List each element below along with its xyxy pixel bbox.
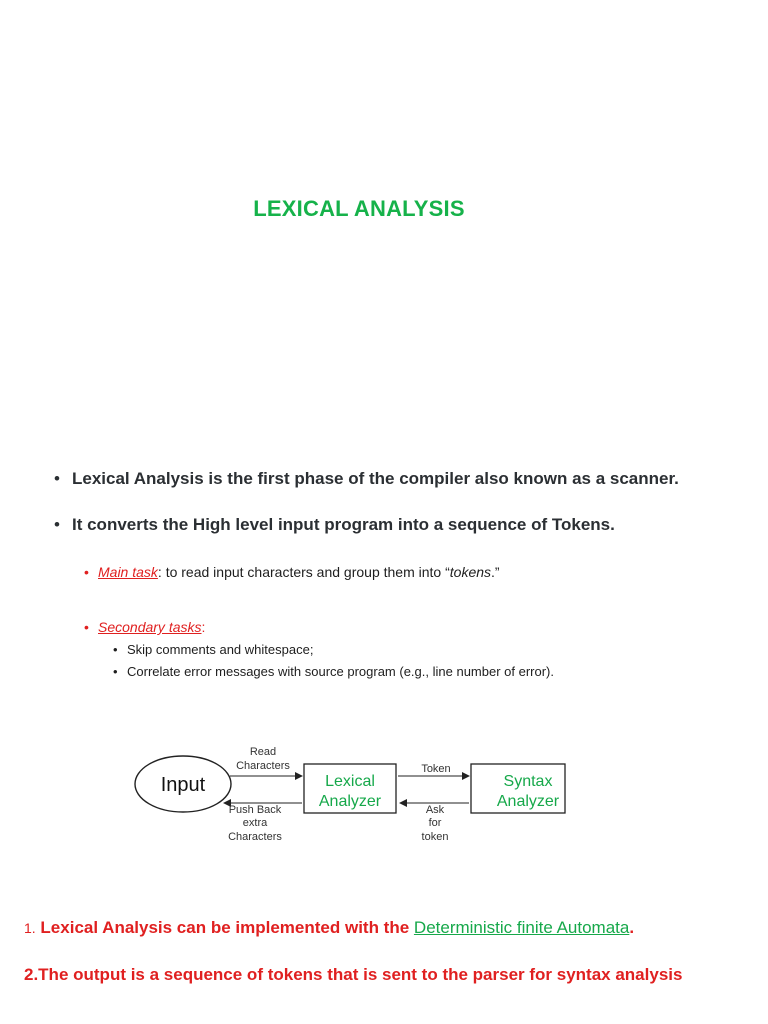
bullet-text: Lexical Analysis is the first phase of the compiler also known as a scanner. <box>72 469 679 488</box>
secondary-tasks-label: Secondary tasks <box>98 619 202 635</box>
push-back-label-line1: Push Back <box>228 804 282 816</box>
tokens-word: tokens <box>449 564 492 580</box>
ask-label-line2: for <box>428 817 442 829</box>
point-number: 1. <box>24 920 36 936</box>
push-back-label-line2: extra <box>242 817 268 829</box>
point-text: Lexical Analysis can be implemented with the <box>40 918 414 937</box>
sub-bullet-secondary-tasks <box>84 619 205 635</box>
lexical-analyzer-diagram <box>0 735 768 855</box>
syntax-analyzer-label-line1: Syntax <box>503 773 553 790</box>
point-dfa <box>24 918 634 938</box>
page-title: LEXICAL ANALYSIS <box>253 196 465 221</box>
ask-label-line1: Ask <box>425 804 445 816</box>
ask-label-line3: token <box>421 831 449 843</box>
bullet-dot: • <box>113 664 118 679</box>
bullet-dot: • <box>113 642 118 657</box>
push-back-label-line3: Characters <box>228 831 282 843</box>
secondary-task-text: Correlate error messages with source program (e.g., line number of error). <box>127 664 554 679</box>
read-characters-label-line1: Read <box>249 746 277 758</box>
main-task-label: Main task <box>98 564 158 580</box>
syntax-analyzer-label-line2: Analyzer <box>496 793 560 810</box>
lexical-analyzer-label-line1: Lexical <box>325 773 375 790</box>
secondary-tasks-colon: : <box>201 619 206 635</box>
token-label: Token <box>421 763 451 775</box>
bullet-converts-tokens <box>54 515 615 535</box>
bullet-dot: • <box>84 619 89 635</box>
main-task-text: : to read input characters and group them into “ <box>157 564 450 580</box>
point-output-tokens: 2.The output is a sequence of tokens that is sent to the parser for syntax analysis <box>24 965 683 984</box>
secondary-task-text: Skip comments and whitespace; <box>127 642 314 657</box>
secondary-task-item <box>113 642 313 657</box>
bullet-dot: • <box>54 469 60 488</box>
sub-bullet-main-task <box>84 564 500 580</box>
bullet-dot: • <box>54 515 60 534</box>
read-characters-label-line2: Characters <box>236 760 290 772</box>
input-node-label: Input <box>160 774 206 796</box>
bullet-text: It converts the High level input program into a sequence of Tokens. <box>72 515 615 534</box>
point-end: . <box>629 918 635 937</box>
main-task-end: .” <box>491 564 500 580</box>
dfa-link[interactable]: Deterministic finite Automata <box>413 918 630 937</box>
bullet-first-phase <box>54 469 679 489</box>
bullet-dot: • <box>84 564 89 580</box>
lexical-analyzer-label-line2: Analyzer <box>318 793 382 810</box>
secondary-task-item <box>113 664 554 679</box>
